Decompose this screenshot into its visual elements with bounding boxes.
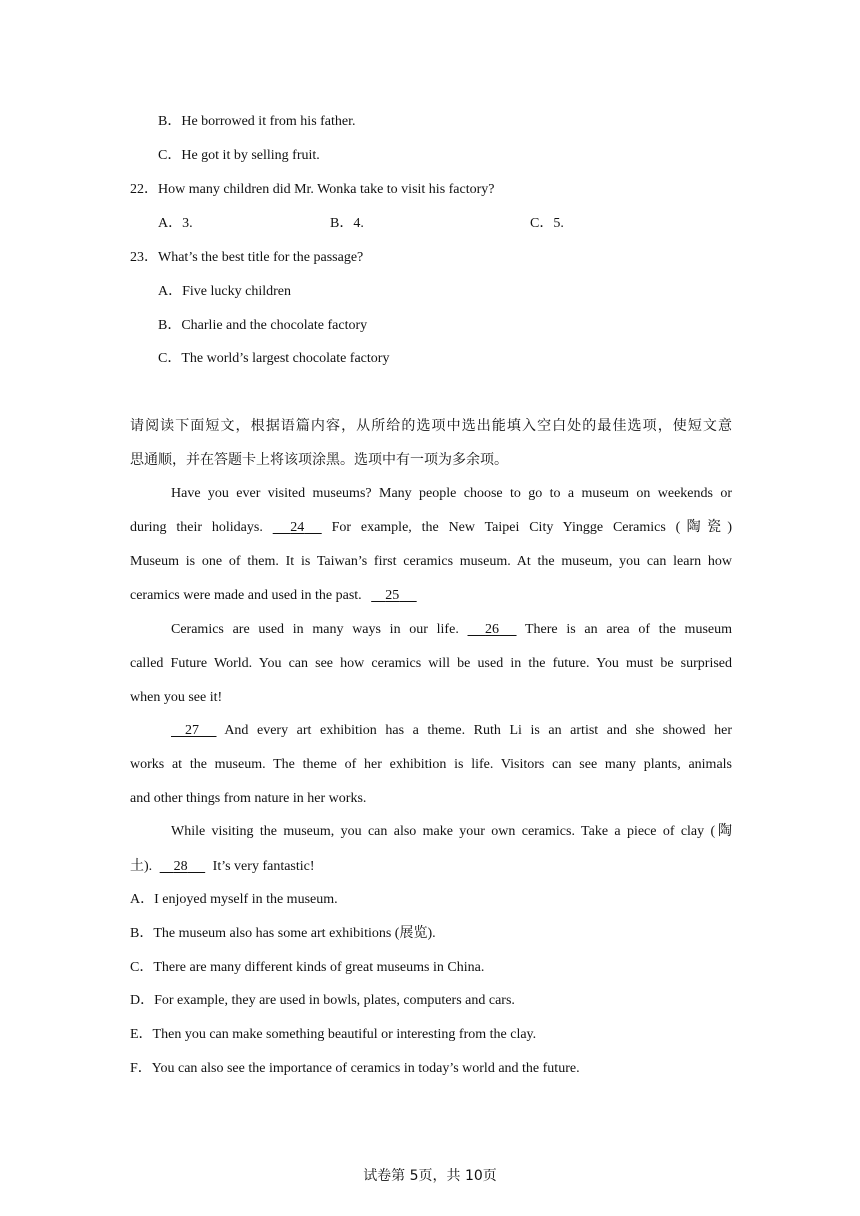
instructions-line-1: 请阅读下面短文，根据语篇内容，从所给的选项中选出能填入空白处的最佳选项，使短文意 xyxy=(130,418,732,434)
blank-26: 26 xyxy=(485,622,500,637)
q23-option-c: C．The world’s largest chocolate factory xyxy=(158,351,390,366)
q22-option-a: A．3. xyxy=(158,216,193,231)
option-c-prev: C．He got it by selling fruit. xyxy=(158,148,320,163)
blank-27: 27 xyxy=(185,723,199,738)
choice-c: C．There are many different kinds of great museums in China. xyxy=(130,960,485,975)
passage-text: There is an area of the museum xyxy=(525,622,732,637)
option-b-prev: B．He borrowed it from his father. xyxy=(158,114,356,129)
passage-p1-line-3: Museum is one of them. It is Taiwan’s first ceramics museum. At the museum, you can learn how xyxy=(130,554,732,569)
instructions-line-2: 思通顺，并在答题卡上将该项涂黑。选项中有一项为多余项。 xyxy=(130,452,508,468)
passage-p3-line-2: works at the museum. The theme of her exhibition is life. Visitors can see many plants, animals xyxy=(130,757,732,772)
passage-text: ceramics were made and used in the past. xyxy=(130,588,362,603)
passage-text: Ceramics are used in many ways in our life. xyxy=(171,622,459,637)
passage-text: during their holidays. xyxy=(130,520,263,535)
q23-option-a: A．Five lucky children xyxy=(158,284,291,299)
passage-p2-line-2: called Future World. You can see how ceramics will be used in the future. You must be surprised xyxy=(130,656,732,671)
q22-option-c: C．5. xyxy=(530,216,564,231)
passage-text: For example, the New Taipei City Yingge Ceramics (陶瓷) xyxy=(331,520,733,535)
blank-24: 24 xyxy=(290,520,305,535)
q23-option-b: B．Charlie and the chocolate factory xyxy=(158,318,368,333)
blank-28: 28 xyxy=(173,859,188,874)
passage-p3-line-3: and other things from nature in her works. xyxy=(130,791,367,806)
choice-d: D．For example, they are used in bowls, plates, computers and cars. xyxy=(130,993,515,1008)
passage-p3-line-1 xyxy=(171,721,732,741)
passage-p1-line-4 xyxy=(130,586,417,606)
passage-text: It’s very fantastic! xyxy=(212,859,315,874)
choice-a: A．I enjoyed myself in the museum. xyxy=(130,892,338,907)
passage-p4-line-2 xyxy=(130,857,315,877)
passage-p4-line-1: While visiting the museum, you can also make your own ceramics. Take a piece of clay (陶 xyxy=(171,824,732,839)
blank-25: 25 xyxy=(385,588,400,603)
choice-e: E．Then you can make something beautiful or interesting from the clay. xyxy=(130,1027,537,1042)
passage-p2-line-3: when you see it! xyxy=(130,690,223,705)
question-23-stem: 23．What’s the best title for the passage? xyxy=(130,250,364,265)
question-22-stem: 22．How many children did Mr. Wonka take to visit his factory? xyxy=(130,182,495,197)
passage-p1-line-2 xyxy=(130,518,732,538)
page-footer: 试卷第 5页，共 10页 xyxy=(363,1168,497,1184)
passage-text: 土). xyxy=(130,859,153,874)
choice-f: F．You can also see the importance of ceramics in today’s world and the future. xyxy=(130,1061,580,1076)
q22-option-b: B．4. xyxy=(330,216,364,231)
passage-text: And every art exhibition has a theme. Ruth Li is an artist and she showed her xyxy=(224,723,732,738)
passage-p2-line-1 xyxy=(171,620,732,640)
choice-b: B．The museum also has some art exhibitions (展览). xyxy=(130,926,436,941)
passage-p1-line-1: Have you ever visited museums? Many people choose to go to a museum on weekends or xyxy=(171,486,732,501)
